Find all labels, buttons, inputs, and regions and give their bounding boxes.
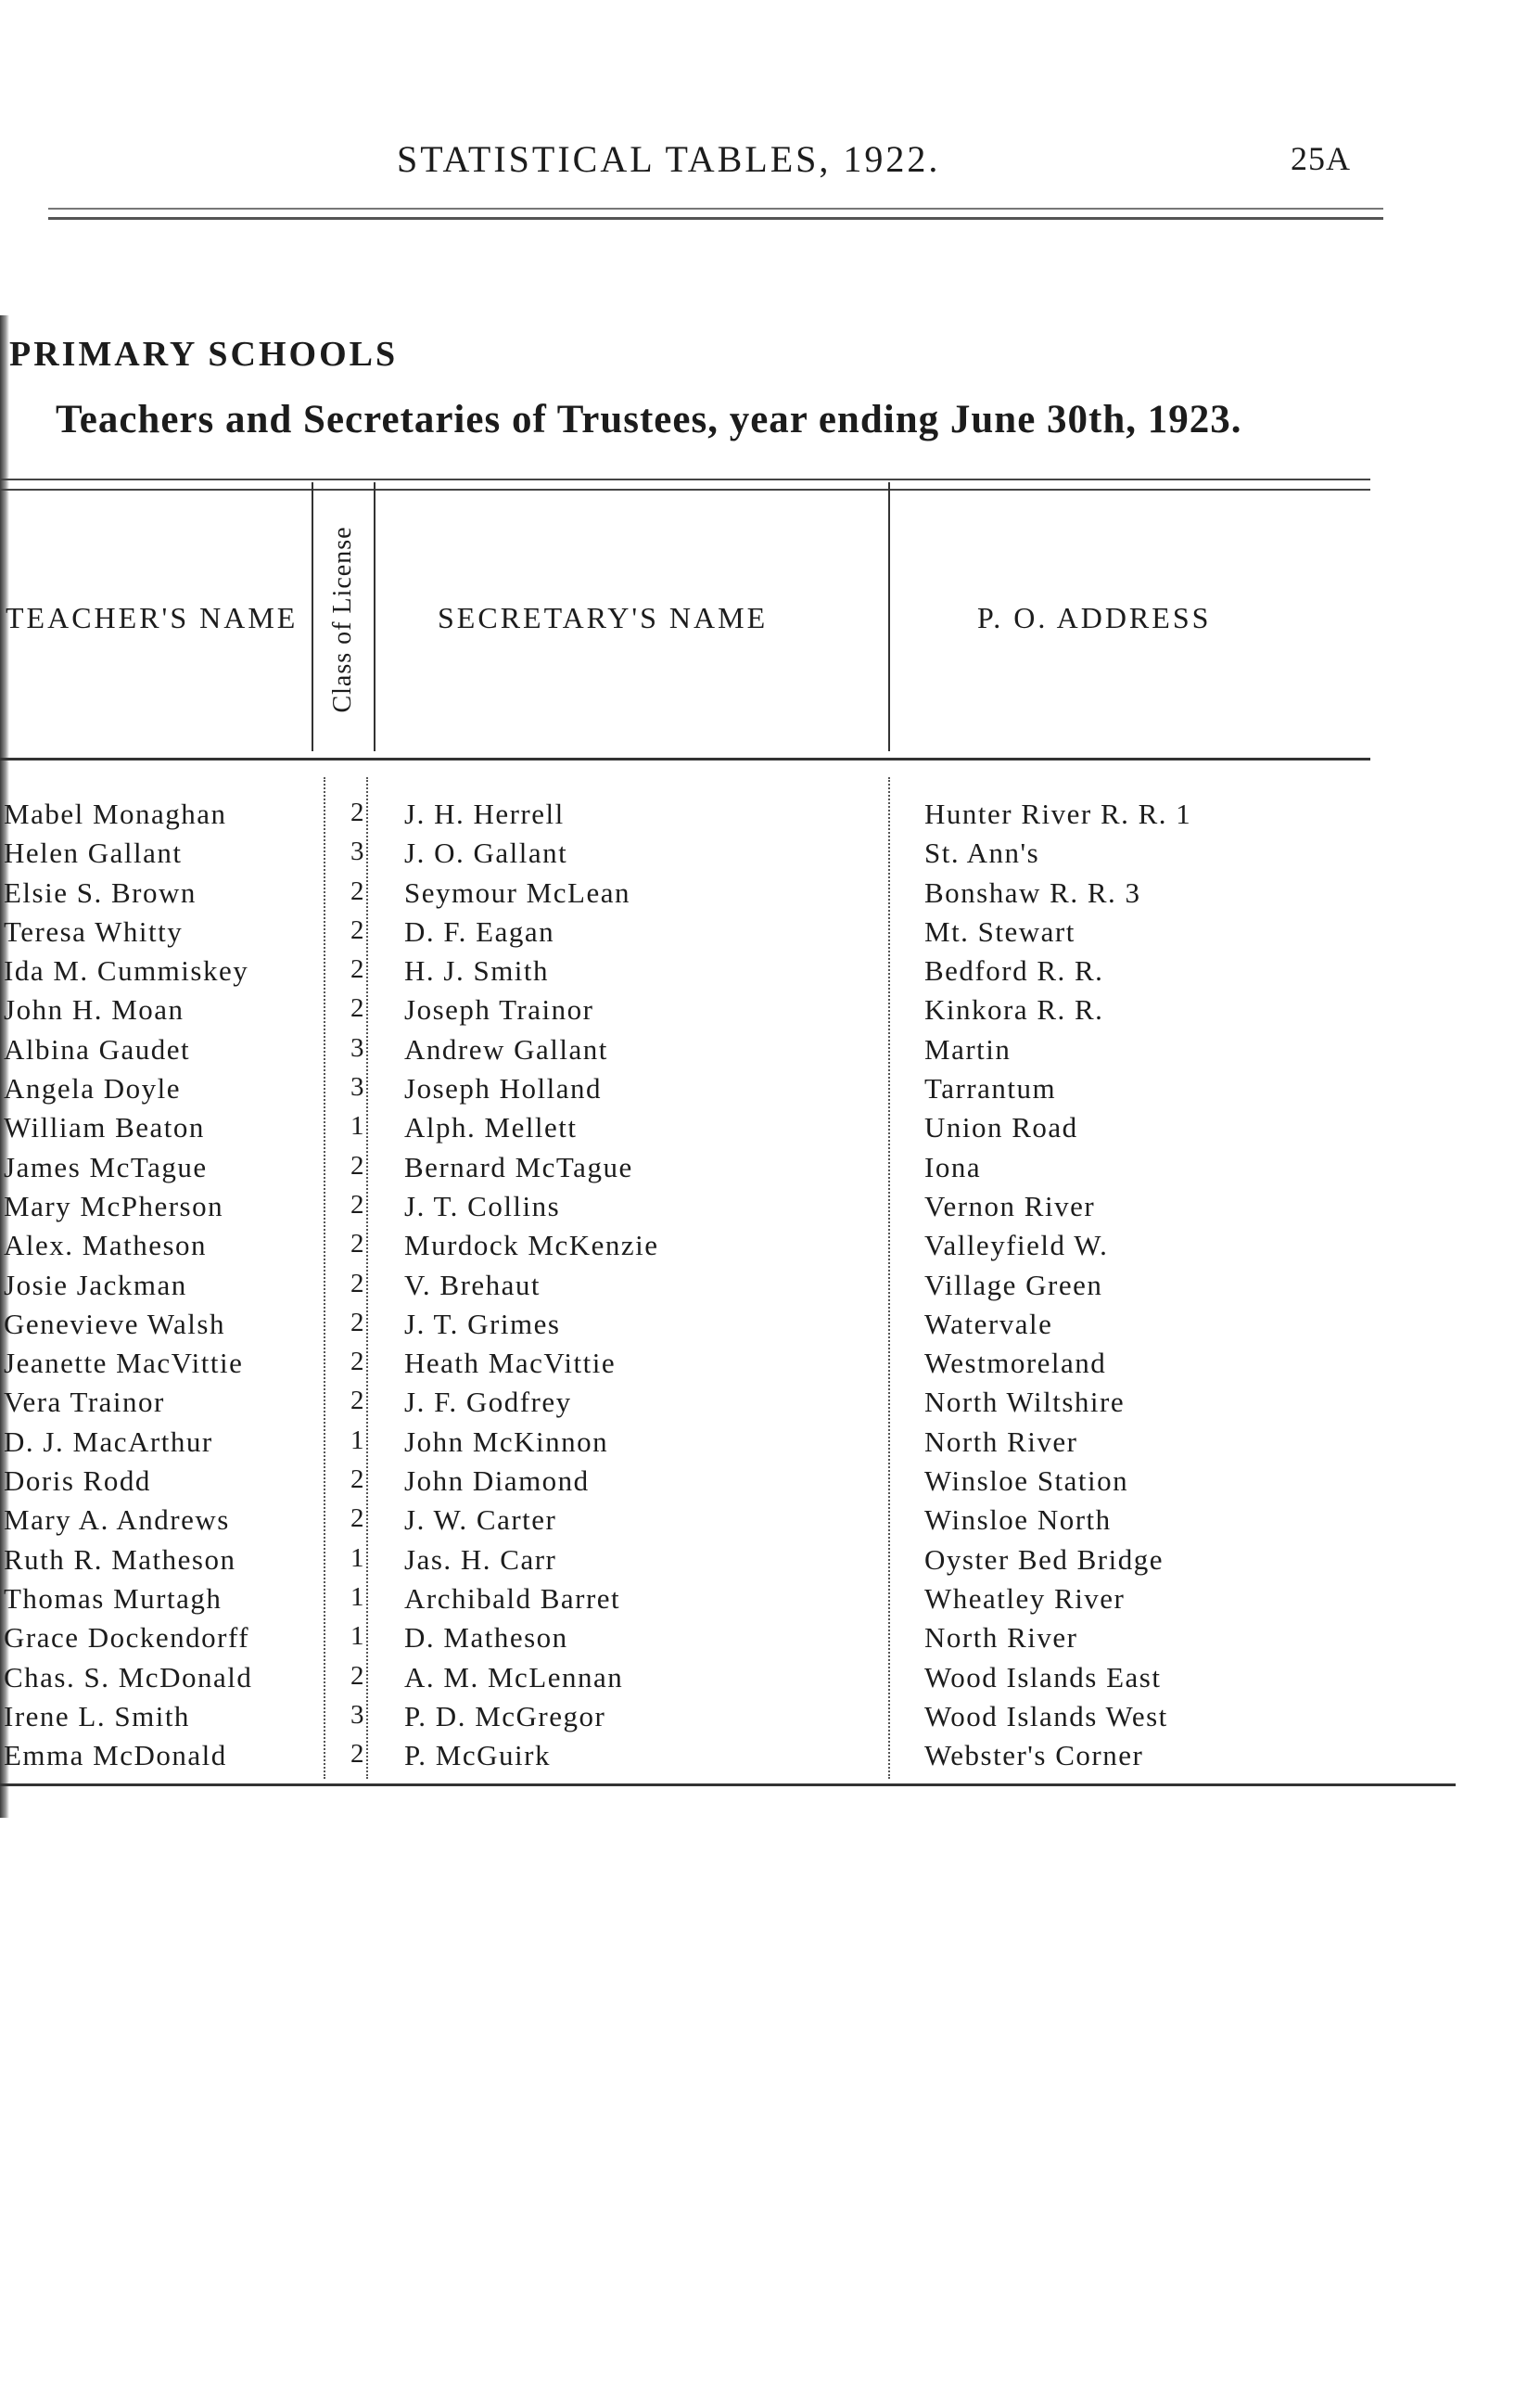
teacher-name: Emma McDonald [4,1739,227,1772]
secretary-name: D. Matheson [404,1621,568,1655]
teacher-name: Mabel Monaghan [4,798,227,830]
section-subtitle: Teachers and Secretaries of Trustees, year ending June 30th, 1923. [56,398,1242,441]
license-class: 2 [350,914,365,945]
secretary-name: H. J. Smith [404,954,550,988]
po-address: North River [924,1621,1078,1655]
license-class: 2 [350,876,365,906]
po-address: Winsloe Station [924,1464,1129,1498]
teacher-name: Vera Trainor [4,1386,165,1419]
table-row [0,915,1483,954]
teacher-name: Ruth R. Matheson [4,1542,236,1576]
table-header-rule [0,758,1370,761]
teacher-name: Grace Dockendorff [4,1621,250,1655]
secretary-name: John McKinnon [404,1425,609,1458]
table-row [0,1072,1483,1111]
teacher-name: Alex. Matheson [4,1229,208,1262]
table-row [0,954,1483,993]
po-address: Iona [924,1150,982,1183]
secretary-name: Joseph Trainor [404,993,594,1027]
teacher-name: Thomas Murtagh [4,1581,223,1615]
secretary-name: Heath MacVittie [404,1347,617,1380]
table-row [0,876,1483,915]
po-address: Village Green [924,1268,1103,1301]
license-class: 2 [350,798,365,827]
table-row [0,1151,1483,1190]
license-class: 3 [350,1699,365,1730]
table-row [0,1190,1483,1229]
po-address: Hunter River R. R. 1 [924,798,1192,830]
column-divider [312,482,313,751]
table-row [0,1464,1483,1503]
secretary-name: J. T. Grimes [404,1307,561,1340]
license-class: 2 [350,1189,365,1220]
table-top-rule [0,489,1370,491]
column-header-secretary: SECRETARY'S NAME [438,601,769,634]
table-row [0,1111,1483,1150]
teacher-name: Genevieve Walsh [4,1307,225,1340]
secretary-name: Jas. H. Carr [404,1542,557,1576]
secretary-name: J. W. Carter [404,1503,557,1537]
po-address: St. Ann's [924,837,1040,870]
po-address: Wheatley River [924,1581,1126,1615]
teacher-name: D. J. MacArthur [4,1425,213,1458]
table-row [0,1661,1483,1700]
po-address: Tarrantum [924,1072,1057,1106]
license-class: 2 [350,1386,365,1416]
license-class: 2 [350,1739,365,1770]
table-row [0,1425,1483,1464]
license-class: 1 [350,1542,365,1573]
teacher-name: Teresa Whitty [4,914,184,948]
secretary-name: J. H. Herrell [404,798,565,830]
header-rule [48,208,1383,210]
table-row [0,1033,1483,1072]
po-address: Oyster Bed Bridge [924,1542,1164,1576]
license-class: 1 [350,1111,365,1142]
secretary-name: Murdock McKenzie [404,1229,659,1262]
teacher-name: Angela Doyle [4,1072,182,1106]
license-class: 3 [350,1032,365,1063]
po-address: Watervale [924,1307,1053,1340]
license-class: 2 [350,1229,365,1259]
po-address: Winsloe North [924,1503,1112,1537]
section-title: PRIMARY SCHOOLS [9,335,399,374]
table-row [0,1621,1483,1660]
header-rule [48,217,1383,220]
license-class: 2 [350,1150,365,1181]
table-row [0,1229,1483,1268]
license-class: 2 [350,954,365,985]
license-class: 3 [350,837,365,867]
table-row [0,993,1483,1032]
table-row [0,1739,1483,1778]
secretary-name: V. Brehaut [404,1268,541,1301]
table-row [0,798,1483,837]
table-row [0,1386,1483,1425]
license-class: 2 [350,1347,365,1377]
teacher-name: Doris Rodd [4,1464,151,1498]
teacher-name: Albina Gaudet [4,1032,191,1066]
secretary-name: Archibald Barret [404,1581,621,1615]
table-row [0,1308,1483,1347]
running-head-title: STATISTICAL TABLES, 1922. [397,138,941,180]
teacher-name: James McTague [4,1150,208,1183]
column-header-license: Class of License [328,526,357,713]
license-class: 2 [350,1464,365,1495]
secretary-name: P. D. McGregor [404,1699,606,1732]
po-address: Martin [924,1032,1012,1066]
po-address: Westmoreland [924,1347,1107,1380]
teacher-name: Mary A. Andrews [4,1503,230,1537]
teacher-name: Mary McPherson [4,1189,224,1222]
secretary-name: Andrew Gallant [404,1032,608,1066]
teacher-name: John H. Moan [4,993,185,1027]
table-row [0,1347,1483,1386]
table-bottom-rule [0,1783,1456,1786]
po-address: Kinkora R. R. [924,993,1104,1027]
license-class: 2 [350,1268,365,1298]
license-class: 2 [350,1660,365,1691]
license-class: 1 [350,1425,365,1455]
column-header-teacher: TEACHER'S NAME [6,601,299,634]
table-row [0,1269,1483,1308]
table-row [0,1700,1483,1739]
teacher-name: Chas. S. McDonald [4,1660,253,1694]
po-address: Bonshaw R. R. 3 [924,876,1141,909]
column-divider [888,482,890,751]
license-class: 2 [350,993,365,1024]
po-address: Webster's Corner [924,1739,1144,1772]
po-address: Vernon River [924,1189,1096,1222]
secretary-name: Alph. Mellett [404,1111,578,1144]
table-row [0,1503,1483,1542]
po-address: Valleyfield W. [924,1229,1109,1262]
table-row [0,1543,1483,1582]
po-address: Union Road [924,1111,1078,1144]
column-divider [374,482,375,751]
secretary-name: J. T. Collins [404,1189,561,1222]
teacher-name: Irene L. Smith [4,1699,190,1732]
secretary-name: J. O. Gallant [404,837,568,870]
po-address: Bedford R. R. [924,954,1104,988]
secretary-name: J. F. Godfrey [404,1386,572,1419]
running-head [0,137,1540,193]
license-class: 2 [350,1503,365,1534]
po-address: Wood Islands West [924,1699,1168,1732]
license-class: 1 [350,1581,365,1612]
teacher-name: Jeanette MacVittie [4,1347,244,1380]
table-row [0,837,1483,876]
table-body [0,798,1483,1778]
column-header-address: P. O. ADDRESS [977,601,1212,634]
table-top-rule [0,479,1370,480]
table-row [0,1582,1483,1621]
teacher-name: William Beaton [4,1111,205,1144]
secretary-name: Joseph Holland [404,1072,603,1106]
secretary-name: Seymour McLean [404,876,630,909]
secretary-name: Bernard McTague [404,1150,633,1183]
page-number: 25A [1291,140,1351,177]
secretary-name: John Diamond [404,1464,590,1498]
teacher-name: Ida M. Cummiskey [4,954,249,988]
secretary-name: D. F. Eagan [404,914,555,948]
po-address: Mt. Stewart [924,914,1075,948]
license-class: 2 [350,1307,365,1337]
teacher-name: Elsie S. Brown [4,876,197,909]
po-address: North Wiltshire [924,1386,1126,1419]
po-address: Wood Islands East [924,1660,1162,1694]
teacher-name: Josie Jackman [4,1268,187,1301]
license-class: 3 [350,1072,365,1103]
secretary-name: A. M. McLennan [404,1660,624,1694]
license-class: 1 [350,1621,365,1652]
secretary-name: P. McGuirk [404,1739,551,1772]
teacher-name: Helen Gallant [4,837,183,870]
po-address: North River [924,1425,1078,1458]
